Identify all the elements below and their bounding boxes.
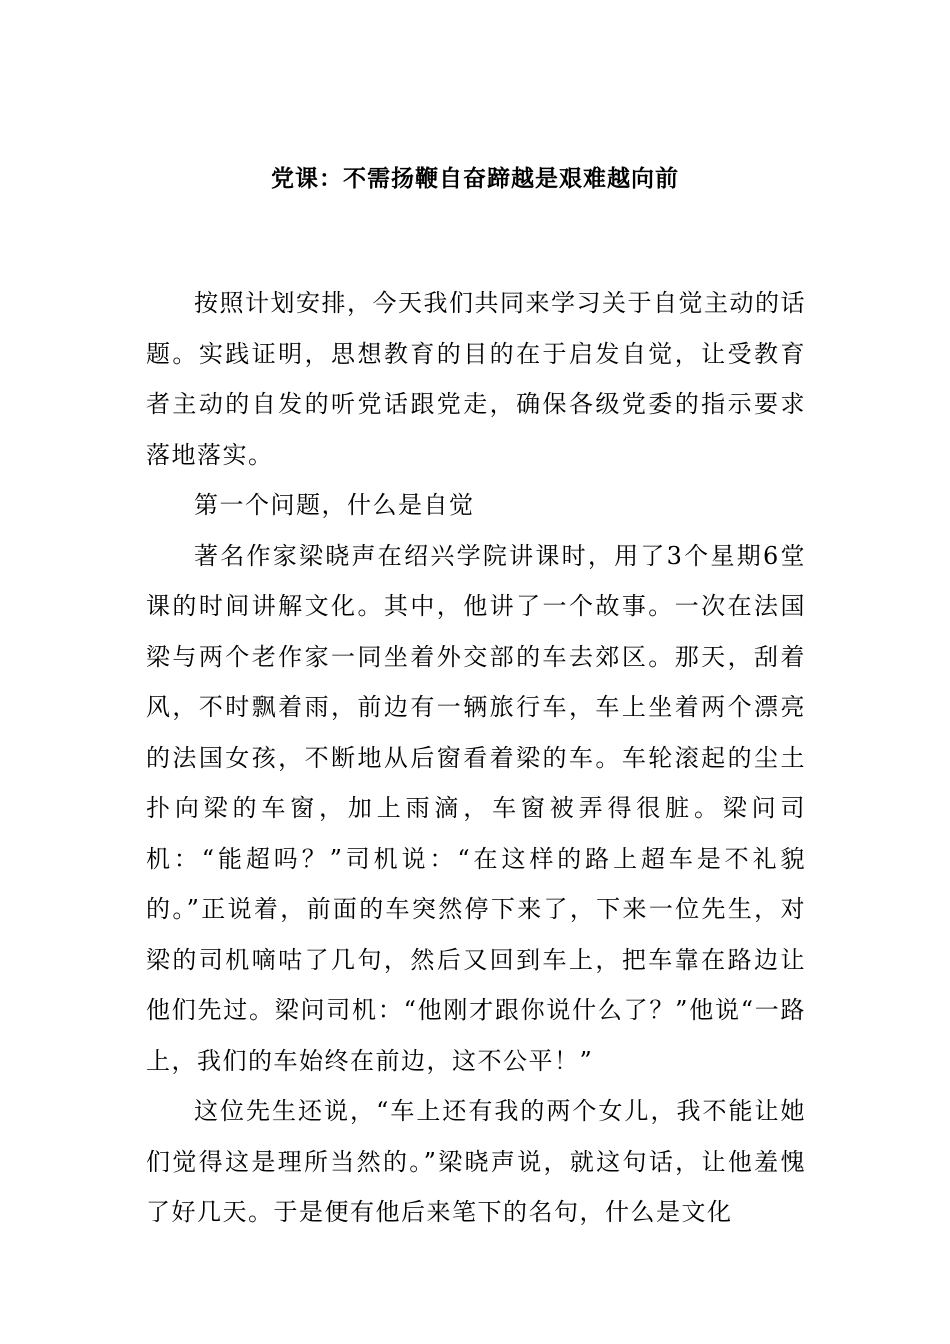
document-body [146, 278, 806, 1238]
document-title: 党课：不需扬鞭自奋蹄越是艰难越向前 [271, 165, 679, 192]
paragraph-intro: 按照计划安排，今天我们共同来学习关于自觉主动的话题。实践证明，思想教育的目的在于启发自觉，让受教育者主动的自发的听党话跟党走，确保各级党委的指示要求落地落实。 [146, 289, 806, 469]
paragraph-story-continued: 这位先生还说，“车上还有我的两个女儿，我不能让她们觉得这是理所当然的。”梁晓声说，就这句话，让他羞愧了好几天。于是便有他后来笔下的名句，什么是文化 [146, 1097, 806, 1226]
paragraph-story: 著名作家梁晓声在绍兴学院讲课时，用了3个星期6堂课的时间讲解文化。其中，他讲了一个故事。一次在法国梁与两个老作家一同坐着外交部的车去郊区。那天，刮着风，不时飘着雨，前边有一辆旅行车，车上坐着两个漂亮的法国女孩，不断地从后窗看着梁的车。车轮滚起的尘土扑向梁的车窗，加上雨滴，车窗被弄得很脏。梁问司机：“能超吗？”司机说：“在这样的路上超车是不礼貌的。”正说着，前面的车突然停下来了，下来一位先生，对梁的司机嘀咕了几句，然后又回到车上，把车靠在路边让他们先过。梁问司机：“他刚才跟你说什么了？”他说“一路上，我们的车始终在前边，这不公平！” [146, 541, 806, 1075]
paragraph-section-heading: 第一个问题，什么是自觉 [194, 491, 475, 519]
